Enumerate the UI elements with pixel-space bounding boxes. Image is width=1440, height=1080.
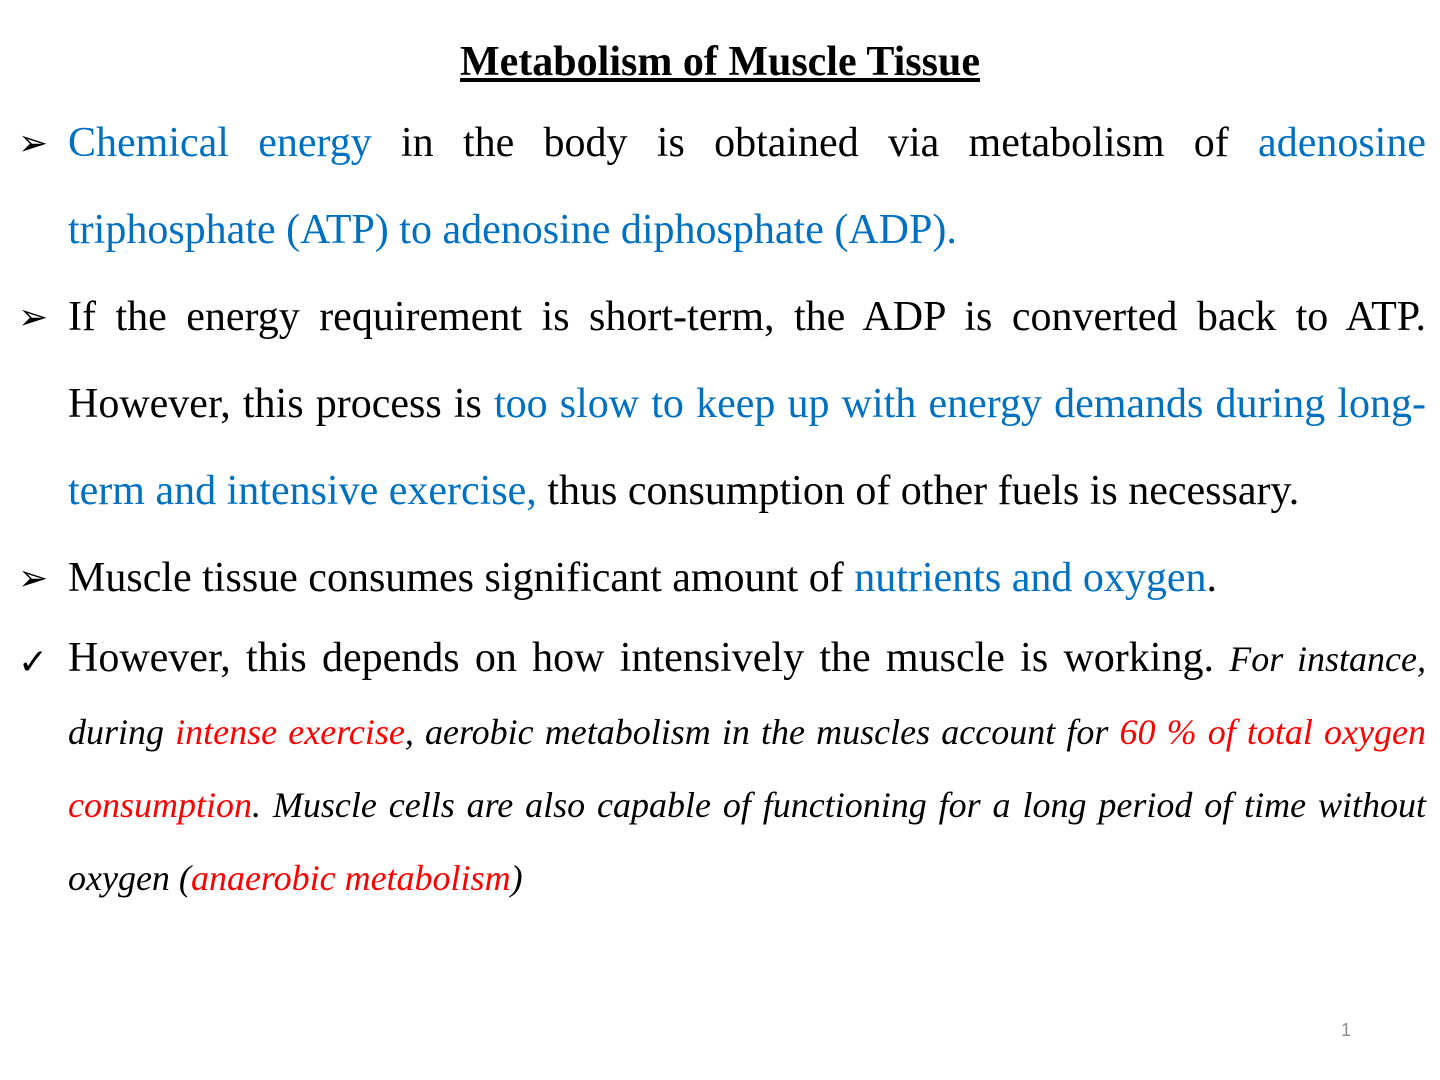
arrow-bullet-icon: ➢	[18, 123, 49, 164]
bullet-item	[18, 274, 1426, 535]
plain-text: However, this depends on how intensively the muscle is working.	[68, 635, 1230, 681]
example-text: . Muscle cells are also capable of functioning for a long period of time without oxygen (	[68, 785, 1426, 898]
slide-title: Metabolism of Muscle Tissue	[460, 39, 980, 85]
red-highlight-text: intense exercise	[175, 712, 405, 752]
arrow-bullet-icon: ➢	[18, 297, 49, 338]
checkmark-bullet-icon: ✓	[18, 642, 49, 683]
red-highlight-text: 60 % of total oxygen consumption	[68, 712, 1426, 825]
highlight-text: adenosine triphosphate (ATP) to adenosine diphosphate (ADP).	[68, 120, 1426, 253]
highlight-text: nutrients and oxygen	[854, 555, 1207, 601]
plain-text: thus consumption of other fuels is necessary.	[536, 468, 1300, 514]
highlight-text: too slow to keep up with energy demands during long-term and intensive exercise,	[68, 381, 1426, 514]
highlight-text: Chemical energy	[68, 120, 372, 166]
bullet-text	[68, 535, 1426, 622]
bullet-text	[68, 622, 1426, 914]
example-text: , aerobic metabolism in the muscles account for	[404, 712, 1120, 752]
example-text: For instance, during	[68, 639, 1426, 752]
bullet-text	[68, 274, 1426, 535]
example-text: )	[510, 858, 523, 898]
red-highlight-text: anaerobic metabolism	[190, 858, 511, 898]
bullet-text	[68, 100, 1426, 274]
bullet-item	[18, 100, 1426, 274]
bullet-item	[18, 535, 1426, 622]
plain-text: If the energy requirement is short-term, the ADP is converted back to ATP. However, this process is	[68, 294, 1426, 427]
plain-text: Muscle tissue consumes significant amount of	[68, 555, 855, 601]
plain-text: in the body is obtained via metabolism of	[371, 120, 1259, 166]
page-number: 1	[1340, 1020, 1351, 1040]
bullet-item	[18, 622, 1426, 914]
plain-text: .	[1206, 555, 1217, 601]
arrow-bullet-icon: ➢	[18, 558, 49, 599]
bullet-list	[18, 100, 1426, 914]
